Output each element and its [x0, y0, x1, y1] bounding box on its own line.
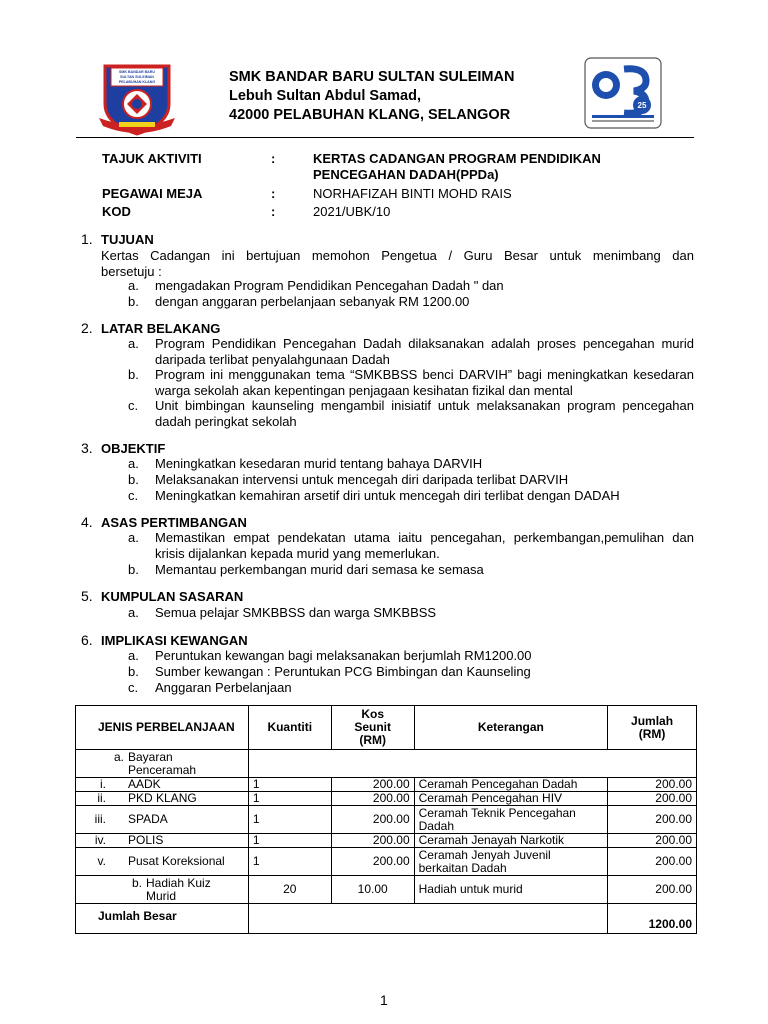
item-letter: c. [128, 398, 139, 413]
item-letter: a. [128, 530, 139, 545]
item-letter: a. [128, 648, 139, 663]
row-cost: 200.00 [331, 848, 414, 876]
row-desc: Ceramah Jenyah Juvenil berkaitan Dadah [414, 848, 607, 876]
row-number: iv. [94, 833, 106, 847]
list-item [128, 456, 694, 472]
section-title: IMPLIKASI KEWANGAN [101, 633, 248, 648]
row-name: PKD KLANG [128, 791, 197, 805]
group-a-cell [76, 750, 249, 778]
activity-label: TAJUK AKTIVITI [102, 151, 202, 166]
header-divider [76, 137, 694, 138]
table-row-group-b [76, 876, 697, 904]
code-label: KOD [102, 204, 131, 219]
code-value: 2021/UBK/10 [313, 204, 391, 219]
list-item [128, 294, 694, 310]
row-desc: Ceramah Teknik Pencegahan Dadah [414, 806, 607, 834]
list-item [128, 278, 694, 294]
officer-value: NORHAFIZAH BINTI MOHD RAIS [313, 186, 512, 201]
address-line-2: 42000 PELABUHAN KLANG, SELANGOR [229, 107, 511, 123]
school-name: SMK BANDAR BARU SULTAN SULEIMAN [229, 69, 515, 85]
activity-value-line2: PENCEGAHAN DADAH(PPDa) [313, 167, 499, 182]
row-qty: 1 [248, 792, 331, 806]
list-item [128, 664, 694, 680]
table-row [76, 792, 697, 806]
item-text: Anggaran Perbelanjaan [155, 680, 292, 695]
address-line-1: Lebuh Sultan Abdul Samad, [229, 88, 421, 104]
group-b-cell [76, 876, 249, 904]
colon: : [271, 186, 276, 201]
item-text: mengadakan Program Pendidikan Pencegahan Dadah " dan [155, 278, 504, 293]
list-item [128, 472, 694, 488]
row-cost: 200.00 [331, 834, 414, 848]
row-name: SPADA [128, 812, 168, 826]
group-label: Bayaran Penceramah [128, 749, 197, 777]
table-row-group-a [76, 750, 697, 778]
row-name: Pusat Koreksional [128, 854, 225, 868]
section-title: KUMPULAN SASARAN [101, 589, 244, 604]
row-desc: Ceramah Jenayah Narkotik [414, 834, 607, 848]
svg-text:SMK BANDAR BARU: SMK BANDAR BARU [119, 70, 155, 74]
paragraph-line-2: bersetuju : [101, 264, 162, 279]
section-number: 5. [81, 588, 93, 604]
list-item [128, 367, 694, 399]
list-item [128, 680, 694, 696]
header-kos: Kos Seunit (RM) [331, 706, 414, 750]
section-number: 2. [81, 320, 93, 336]
row-number: v. [97, 854, 106, 868]
header-jumlah: Jumlah (RM) [608, 706, 697, 750]
row-qty: 1 [248, 848, 331, 876]
item-letter: a. [128, 278, 139, 293]
row-desc: Ceramah Pencegahan HIV [414, 792, 607, 806]
item-text: Melaksanakan intervensi untuk mencegah diri daripada terlibat DARVIH [155, 472, 569, 487]
item-letter: b. [128, 367, 139, 382]
page-number: 1 [380, 992, 388, 1008]
paragraph-line-1: Kertas Cadangan ini bertujuan memohon Pengetua / Guru Besar untuk menimbang dan [101, 248, 694, 263]
item-text: Unit bimbingan kaunseling mengambil inisiatif untuk melaksanakan program pencegahan dadah peringkat sekolah [155, 398, 694, 429]
item-text: Program Pendidikan Pencegahan Dadah dilaksanakan adalah proses pencegahan murid daripada terlibat penyalahgunaan Dadah [155, 336, 694, 367]
item-letter: b. [128, 472, 139, 487]
grand-total-empty [248, 904, 607, 934]
section-title: OBJEKTIF [101, 441, 166, 456]
item-letter: b. [128, 294, 139, 309]
colon: : [271, 151, 276, 166]
activity-value-line1: KERTAS CADANGAN PROGRAM PENDIDIKAN [313, 151, 601, 166]
item-letter: a. [128, 336, 139, 351]
grand-total-value: 1200.00 [608, 904, 697, 934]
item-letter: c. [128, 680, 139, 695]
section-title: TUJUAN [101, 232, 154, 247]
row-qty: 1 [248, 778, 331, 792]
row-name: AADK [128, 777, 161, 791]
row-qty: 20 [248, 876, 331, 904]
budget-table [75, 705, 697, 934]
section-number: 6. [81, 632, 93, 648]
table-row [76, 778, 697, 792]
list-item [128, 530, 694, 562]
school-crest-logo [97, 60, 177, 138]
item-text: Sumber kewangan : Peruntukan PCG Bimbingan dan Kaunseling [155, 664, 531, 679]
row-total: 200.00 [608, 792, 697, 806]
row-cost: 10.00 [331, 876, 414, 904]
table-header-row [76, 706, 697, 750]
row-cost: 200.00 [331, 778, 414, 792]
row-total: 200.00 [608, 778, 697, 792]
row-total: 200.00 [608, 848, 697, 876]
item-text: dengan anggaran perbelanjaan sebanyak RM 1200.00 [155, 294, 470, 309]
row-desc: Ceramah Pencegahan Dadah [414, 778, 607, 792]
row-cost: 200.00 [331, 792, 414, 806]
meta-officer-row [0, 185, 768, 202]
letterhead [229, 68, 514, 125]
list-item [128, 398, 694, 430]
table-row [76, 806, 697, 834]
item-text: Semua pelajar SMKBBSS dan warga SMKBBSS [155, 605, 437, 620]
meta-code-row [0, 203, 768, 220]
colon: : [271, 204, 276, 219]
list-item [128, 562, 694, 578]
svg-text:SULTAN SULEIMAN: SULTAN SULEIMAN [120, 75, 154, 79]
group-label: Hadiah Kuiz Murid [146, 875, 211, 903]
item-text: Memantau perkembangan murid dari semasa ke semasa [155, 562, 484, 577]
item-text: Program ini menggunakan tema “SMKBBSS benci DARVIH” bagi meningkatkan kesedaran warga sekolah akan kepentingan penjagaan kesihatan fizikal dan mental [155, 367, 694, 398]
header-keterangan: Keterangan [414, 706, 607, 750]
item-text: Memastikan empat pendekatan utama iaitu pencegahan, perkembangan,pemulihan dan krisis dijalankan kepada murid yang memerlukan. [155, 530, 694, 561]
grand-total-label: Jumlah Besar [76, 904, 249, 934]
row-total: 200.00 [608, 806, 697, 834]
item-letter: b. [128, 664, 139, 679]
row-number: ii. [97, 791, 106, 805]
list-item [128, 488, 694, 504]
section-title: ASAS PERTIMBANGAN [101, 515, 247, 530]
header-kuantiti: Kuantiti [248, 706, 331, 750]
item-letter: c. [128, 488, 139, 503]
row-total: 200.00 [608, 876, 697, 904]
item-letter: b. [128, 562, 139, 577]
list-item [128, 605, 694, 621]
item-letter: a. [128, 605, 139, 620]
officer-label: PEGAWAI MEJA [102, 186, 203, 201]
row-name: POLIS [128, 833, 164, 847]
transformation-logo [584, 57, 662, 129]
section-title: LATAR BELAKANG [101, 321, 221, 336]
svg-text:PELABUHAN KLANG: PELABUHAN KLANG [118, 80, 156, 84]
row-number: i. [100, 777, 106, 791]
header-jenis: JENIS PERBELANJAAN [76, 706, 249, 750]
section-tujuan-paragraph [101, 248, 694, 280]
table-row [76, 834, 697, 848]
section-number: 3. [81, 440, 93, 456]
item-text: Meningkatkan kemahiran arsetif diri untuk mencegah diri terlibat dengan DADAH [155, 488, 620, 503]
row-cost: 200.00 [331, 806, 414, 834]
group-letter: b. [131, 875, 142, 890]
table-total-row [76, 904, 697, 934]
row-qty: 1 [248, 806, 331, 834]
row-number: iii. [94, 812, 106, 826]
row-desc: Hadiah untuk murid [414, 876, 607, 904]
row-total: 200.00 [608, 834, 697, 848]
meta-activity-row [0, 150, 768, 184]
list-item [128, 648, 694, 664]
section-number: 1. [81, 231, 93, 247]
list-item [128, 336, 694, 368]
item-text: Meningkatkan kesedaran murid tentang bahaya DARVIH [155, 456, 483, 471]
table-row [76, 848, 697, 876]
item-letter: a. [128, 456, 139, 471]
group-a-empty [248, 750, 696, 778]
section-number: 4. [81, 514, 93, 530]
row-qty: 1 [248, 834, 331, 848]
svg-text:25: 25 [637, 101, 647, 110]
group-letter: a. [113, 749, 124, 764]
item-text: Peruntukan kewangan bagi melaksanakan berjumlah RM1200.00 [155, 648, 532, 663]
